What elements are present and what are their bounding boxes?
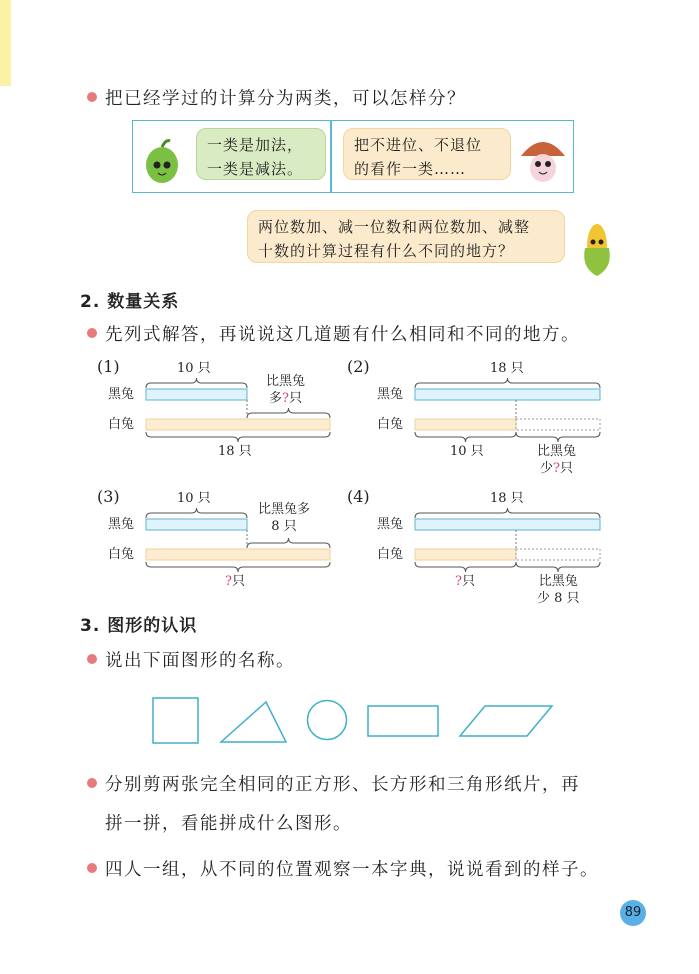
- white-rabbit-bar: [415, 549, 516, 560]
- label-line: 比黑兔: [538, 574, 578, 589]
- bar-diagram-graphic: [95, 355, 365, 480]
- bullet-icon: [87, 92, 97, 102]
- black-rabbit-label: 黑兔: [108, 517, 135, 532]
- label-line: 比黑兔: [266, 374, 306, 389]
- text: 只: [289, 391, 303, 406]
- unknown-mark: ?: [455, 574, 462, 589]
- label-line: 比黑兔: [537, 444, 577, 459]
- section2-instruction: 先列式解答，再说说这几道题有什么相同和不同的地方。: [105, 325, 580, 345]
- label-line: 8 只: [271, 519, 297, 534]
- section-heading-quantity: 2. 数量关系: [80, 292, 180, 312]
- brace: [415, 508, 600, 518]
- bar-diagram-2: [345, 355, 615, 480]
- bar-diagram-graphic: [345, 355, 615, 480]
- task-observe-dictionary: 四人一组，从不同的位置观察一本字典，说说看到的样子。: [105, 860, 599, 880]
- brace: [516, 562, 600, 572]
- bubble-line: 两位数加、减一位数和两位数加、减整: [258, 218, 531, 236]
- bottom-quantity-label: 10 只: [450, 444, 484, 459]
- circle-shape: [308, 701, 347, 740]
- dashed-difference-bar: [516, 419, 600, 430]
- brace: [516, 432, 600, 442]
- text: 多: [269, 391, 283, 406]
- bar-diagram-1: [95, 355, 365, 480]
- black-rabbit-bar: [415, 519, 600, 530]
- unknown-mark: ?: [282, 391, 289, 406]
- triangle-shape: [221, 702, 286, 742]
- shapes-row: [140, 690, 570, 750]
- label-line: 比黑兔多: [258, 502, 311, 517]
- bubble-line: 一类是加法，: [207, 136, 304, 154]
- white-rabbit-bar: [146, 419, 330, 430]
- brace: [415, 378, 600, 388]
- white-rabbit-label: 白兔: [108, 547, 135, 562]
- corn-speech-bubble: [247, 210, 565, 263]
- section3-instruction: 说出下面图形的名称。: [105, 651, 295, 671]
- intro-question: 把已经学过的计算分为两类，可以怎样分？: [105, 89, 466, 109]
- bubble-line: 十数的计算过程有什么不同的地方？: [258, 242, 515, 260]
- black-rabbit-bar: [415, 389, 600, 400]
- bullet-icon: [87, 654, 97, 664]
- top-quantity-label: 10 只: [177, 491, 211, 506]
- brace: [415, 432, 516, 442]
- bullet-icon: [87, 863, 97, 873]
- bullet-icon: [87, 778, 97, 788]
- top-quantity-label: 18 只: [490, 361, 524, 376]
- unknown-mark: ?: [225, 574, 232, 589]
- dashed-difference-bar: [516, 549, 600, 560]
- white-rabbit-bar: [146, 549, 330, 560]
- corn-character-icon: [575, 218, 620, 280]
- brace: [146, 562, 330, 572]
- white-rabbit-bar: [415, 419, 516, 430]
- brace: [415, 562, 516, 572]
- diagram-label: (3): [97, 487, 120, 506]
- unknown-mark: ?: [553, 461, 560, 476]
- black-rabbit-label: 黑兔: [377, 517, 404, 532]
- brace: [247, 538, 330, 548]
- pepper-character-icon: [140, 135, 188, 190]
- bar-diagram-4: [345, 485, 615, 610]
- brace: [247, 408, 330, 418]
- mushroom-character-icon: [515, 132, 571, 188]
- black-rabbit-label: 黑兔: [108, 387, 135, 402]
- top-quantity-label: 10 只: [177, 361, 211, 376]
- text: 只: [560, 461, 574, 476]
- pepper-speech-bubble: [196, 128, 326, 180]
- frame-divider: [330, 120, 332, 193]
- page-tab-decoration: [0, 0, 11, 86]
- bubble-line: 的看作一类……: [354, 160, 467, 178]
- top-quantity-label: 18 只: [490, 491, 524, 506]
- bubble-line: 把不进位、不退位: [354, 136, 483, 154]
- bubble-line: 一类是减法。: [207, 160, 304, 178]
- white-rabbit-label: 白兔: [377, 547, 404, 562]
- black-rabbit-bar: [146, 519, 247, 530]
- mushroom-speech-bubble: [343, 128, 511, 180]
- task-cut-paper-line1: 分别剪两张完全相同的正方形、长方形和三角形纸片，再: [105, 775, 580, 795]
- section-heading-shapes: 3. 图形的认识: [80, 616, 198, 636]
- text: 只: [461, 574, 475, 589]
- white-rabbit-label: 白兔: [108, 417, 135, 432]
- white-rabbit-label: 白兔: [377, 417, 404, 432]
- text: 只: [231, 574, 245, 589]
- bar-diagram-graphic: [345, 485, 615, 610]
- task-cut-paper-line2: 拼一拼，看能拼成什么图形。: [105, 814, 352, 834]
- bottom-quantity-label: 18 只: [218, 444, 252, 459]
- diagram-label: (4): [347, 487, 370, 506]
- label-line: 少 8 只: [537, 591, 580, 606]
- brace: [146, 378, 247, 388]
- black-rabbit-bar: [146, 389, 247, 400]
- brace: [146, 508, 247, 518]
- bullet-icon: [87, 328, 97, 338]
- black-rabbit-label: 黑兔: [377, 387, 404, 402]
- diagram-label: (2): [347, 357, 370, 376]
- rectangle-shape: [368, 706, 438, 736]
- bar-diagram-3: [95, 485, 365, 610]
- bar-diagram-graphic: [95, 485, 365, 610]
- diagram-label: (1): [97, 357, 120, 376]
- parallelogram-shape: [460, 706, 552, 736]
- square-shape: [153, 698, 198, 743]
- page-number: 89: [620, 900, 646, 926]
- text: 少: [540, 461, 554, 476]
- brace: [146, 432, 330, 442]
